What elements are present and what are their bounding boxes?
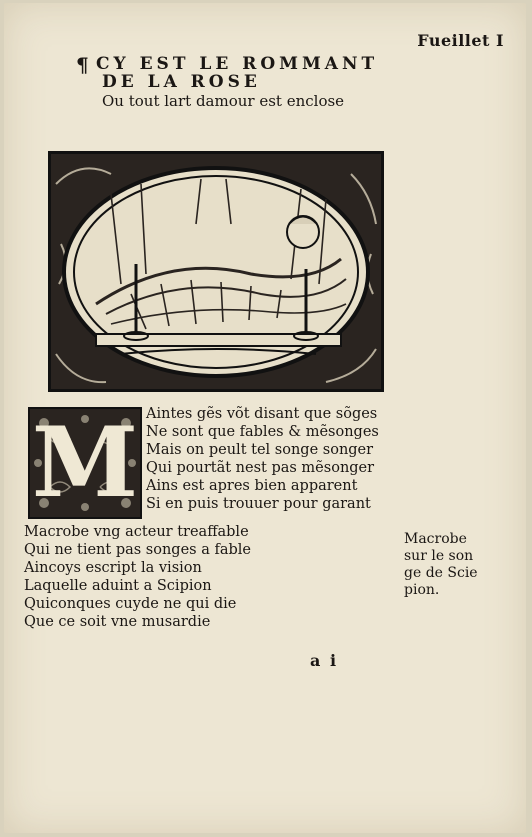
verse-block-2 xyxy=(24,523,251,631)
marginal-note xyxy=(404,531,504,599)
title-line-2: DE LA ROSE xyxy=(102,72,261,92)
verse-line: Que ce soit vne musardie xyxy=(24,614,211,630)
margin-note-line: Macrobe xyxy=(404,531,467,547)
margin-note-line: pion. xyxy=(404,582,440,598)
verse-line: Qui ne tient pas songes a fable xyxy=(24,542,251,558)
verse-line: Ne sont que fables & mẽsonges xyxy=(146,424,379,440)
subtitle: Ou tout lart damour est enclose xyxy=(102,92,345,110)
pilcrow-mark: ¶ xyxy=(76,53,89,77)
verse-line: Laquelle aduint a Scipion xyxy=(24,578,212,594)
verse-line: Qui pourtãt nest pas mẽsonger xyxy=(146,460,375,476)
margin-note-line: sur le son xyxy=(404,548,474,564)
verse-line: Aincoys escript la vision xyxy=(24,560,202,576)
verse-block-1 xyxy=(146,405,379,513)
verse-line: Aintes gẽs võt disant que sõges xyxy=(146,406,378,422)
verse-line: Ains est apres bien apparent xyxy=(146,478,358,494)
verse-line: Si en puis trouuer pour garant xyxy=(146,496,371,512)
title-line-1: CY EST LE ROMMANT xyxy=(96,54,379,74)
verse-line: Macrobe vng acteur treaffable xyxy=(24,524,249,540)
book-page xyxy=(4,3,526,833)
decorated-initial xyxy=(28,407,142,519)
verse-line: Quiconques cuyde ne qui die xyxy=(24,596,237,612)
dreamer-in-bed-woodcut-icon xyxy=(48,151,384,392)
folio-number: Fueillet I xyxy=(417,31,504,50)
margin-note-line: ge de Scie xyxy=(404,565,478,581)
signature-mark: a i xyxy=(310,651,339,670)
initial-letter-m: M xyxy=(31,407,139,519)
verse-line: Mais on peult tel songe songer xyxy=(146,442,374,458)
